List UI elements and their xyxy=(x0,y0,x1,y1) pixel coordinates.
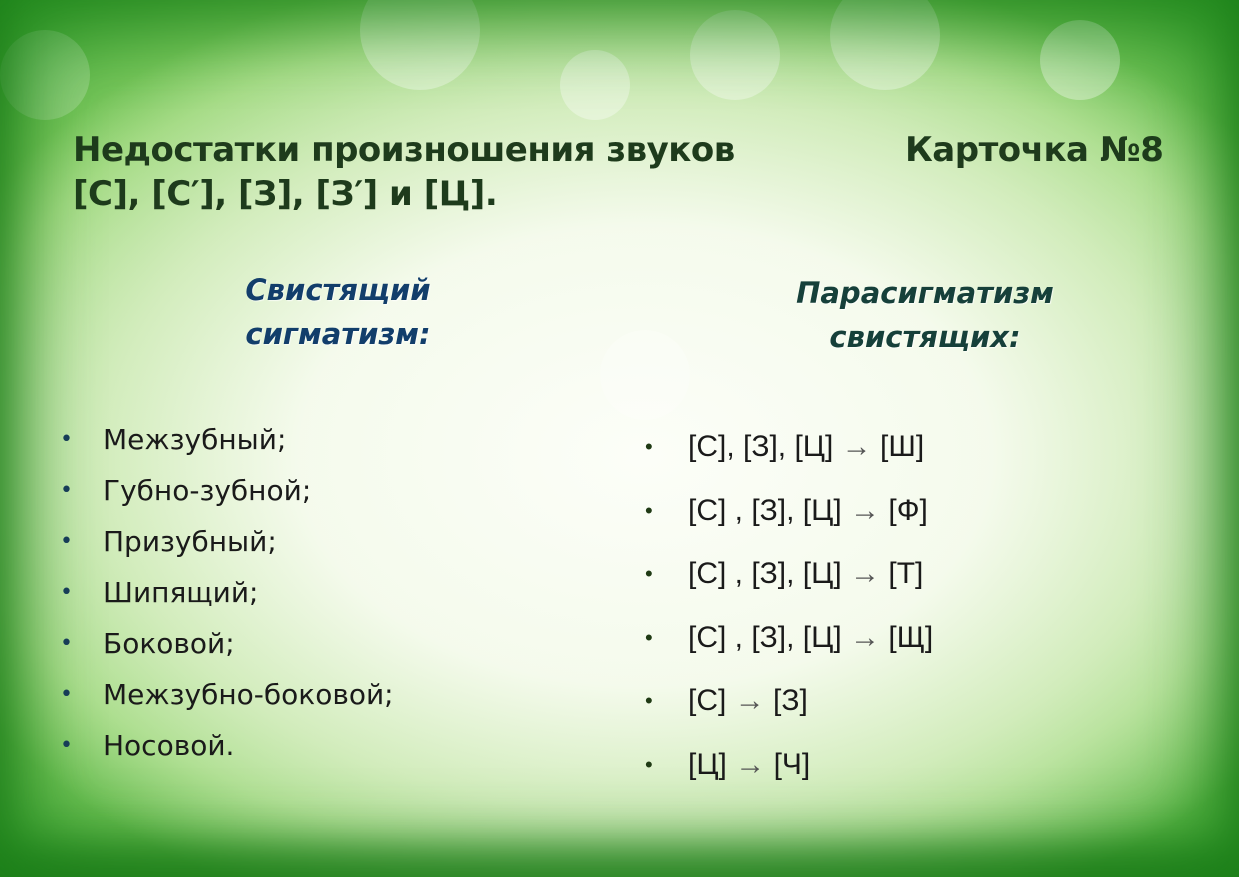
arrow-icon: → xyxy=(850,620,881,654)
list-item: • Носовой. xyxy=(60,726,394,777)
arrow-icon: → xyxy=(850,557,881,590)
list-item: • Межзубный; xyxy=(60,420,394,471)
list-item: • Боковой; xyxy=(60,624,394,675)
left-heading-line-2: сигматизм: xyxy=(245,317,431,351)
list-item: • [С] , [З], [Ц] → [Щ] xyxy=(645,616,933,680)
sigmatism-types-list xyxy=(60,420,394,777)
arrow-icon: → xyxy=(841,430,872,463)
bullet-icon: • xyxy=(645,561,653,586)
arrow-icon: → xyxy=(734,684,765,717)
bullet-icon: • xyxy=(645,624,653,650)
page-title xyxy=(73,128,773,216)
title-line-1: Недостатки произношения звуков xyxy=(73,130,735,170)
bullet-icon: • xyxy=(60,580,73,605)
bullet-icon: • xyxy=(60,427,73,452)
list-item: • Шипящий; xyxy=(60,573,394,624)
bullet-icon: • xyxy=(60,529,73,554)
bullet-icon: • xyxy=(645,751,653,777)
left-column-heading xyxy=(188,268,488,356)
bullet-icon: • xyxy=(60,631,73,656)
list-item: • [С] , [З], [Ц] → [Т] xyxy=(645,552,933,616)
list-item: • [С] , [З], [Ц] → [Ф] xyxy=(645,489,933,553)
bullet-icon: • xyxy=(60,682,73,707)
card-number: Карточка №8 xyxy=(905,130,1164,170)
bullet-icon: • xyxy=(60,478,73,503)
right-column-heading xyxy=(775,271,1075,359)
arrow-icon: → xyxy=(850,493,881,527)
bullet-icon: • xyxy=(645,497,653,523)
parasigmatism-list xyxy=(645,425,933,806)
list-item: • [С], [З], [Ц] → [Ш] xyxy=(645,425,933,489)
title-line-2: [С], [С′], [З], [З′] и [Ц]. xyxy=(73,174,498,214)
bullet-icon: • xyxy=(645,434,653,459)
list-item: • Губно-зубной; xyxy=(60,471,394,522)
list-item: • Межзубно-боковой; xyxy=(60,675,394,726)
left-heading-line-1: Свистящий xyxy=(245,273,431,307)
right-heading-line-2: свистящих: xyxy=(829,320,1021,354)
bullet-icon: • xyxy=(60,733,73,758)
right-heading-line-1: Парасигматизм xyxy=(796,276,1054,310)
list-item: • [С] → [З] xyxy=(645,679,933,743)
bullet-icon: • xyxy=(645,688,653,713)
list-item: • [Ц] → [Ч] xyxy=(645,743,933,807)
list-item: • Призубный; xyxy=(60,522,394,573)
arrow-icon: → xyxy=(735,747,766,781)
